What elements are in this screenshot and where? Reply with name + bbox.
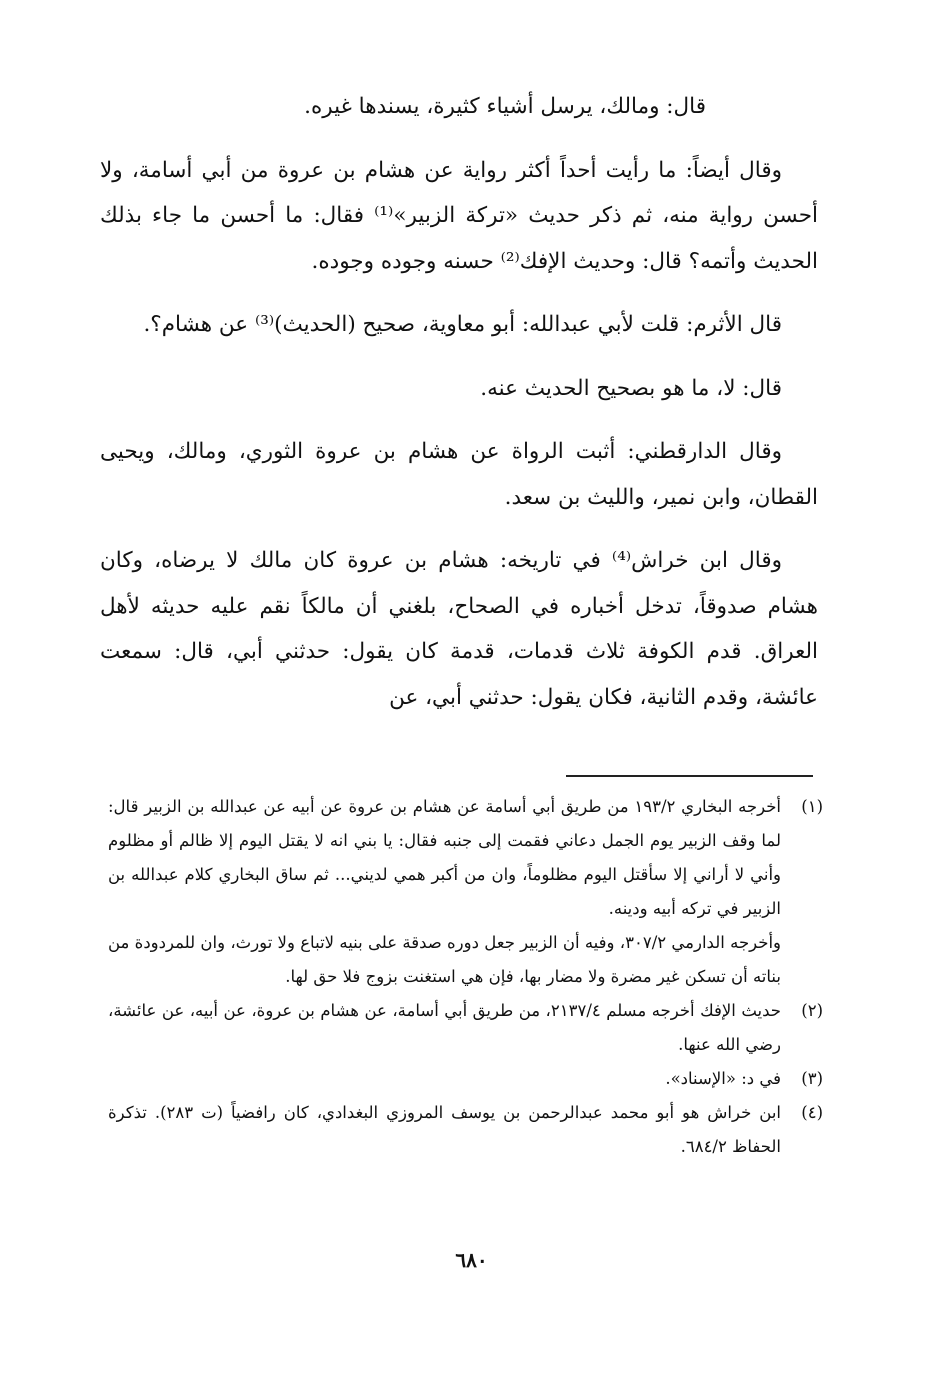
footnote-text: أخرجه البخاري ١٩٣/٢ من طريق أبي أسامة عن هشام بن عروة عن أبيه عن عبدالله بن الزبير قال: لما وقف الزبير يوم الجمل دعاني فقمت إلى جنبه فقال: يا بني انه لا يقتل اليوم إلا ظالم أو مظلوم وأني لا أراني إلا سأقتل اليوم مظلوماً، وان من أكبر همي لديني... ثم ساق البخاري كلام عبدالله بن الزبير في تركه أبيه ودينه. [108, 797, 782, 918]
footnote-text: حديث الإفك أخرجه مسلم ٢١٣٧/٤، من طريق أبي أسامة، عن هشام بن عروة، عن أبيه، عن عائشة، رضي الله عنها. [108, 1001, 782, 1054]
footnote-3 [108, 1062, 823, 1096]
footnote-number: (٤) [801, 1103, 823, 1122]
footnote-4 [108, 1096, 823, 1164]
footnote-text: في د: «الإسناد». [665, 1069, 781, 1088]
footnote-text: وأخرجه الدارمي ٣٠٧/٢، وفيه أن الزبير جعل دوره صدقة على بنيه لاتباع ولا تورث، وان للمردودة من بناته أن تسكن غير مضرة ولا مضار بها، فإن هي استغنت بزوج فلا حق لها. [108, 933, 781, 986]
footnote-number: (٢) [801, 1001, 823, 1020]
paragraph-daraqutni: وقال الدارقطني: أثبت الرواة عن هشام بن عروة الثوري، ومالك، ويحيى القطان، وابن نمير، والليث بن سعد. [100, 439, 818, 510]
footnote-text: ابن خراش هو أبو محمد عبدالرحمن بن يوسف المروزي البغدادي، كان رافضياً (ت ٢٨٣). تذكرة الحفاظ ٦٨٤/٢. [108, 1103, 781, 1156]
footnote-separator [566, 775, 813, 777]
paragraph-malik: قال: ومالك، يرسل أشياء كثيرة، يسندها غيره. [304, 94, 706, 119]
footnote-number: (٣) [801, 1069, 823, 1088]
footnote-1 [108, 790, 823, 994]
footnote-number: (١) [801, 797, 823, 816]
paragraph-answer: قال: لا، ما هو بصحيح الحديث عنه. [480, 375, 782, 401]
main-text [100, 84, 818, 738]
paragraph-abu-usama: وقال أيضاً: ما رأيت أحداً أكثر رواية عن هشام بن عروة من أبي أسامة، ولا أحسن رواية منه، ثم ذكر حديث «تركة الزبير»⁽¹⁾ فقال: ما أحسن ما جاء بذلك الحديث وأتمه؟ قال: وحديث الإفك⁽²⁾ حسنه وجوده وجوده. [100, 157, 818, 274]
page-number: ٦٨٠ [455, 1248, 488, 1272]
footnote-2 [108, 994, 823, 1062]
footnotes [108, 790, 823, 1164]
paragraph-ibn-khirash: وقال ابن خراش⁽⁴⁾ في تاريخه: هشام بن عروة كان مالك لا يرضاه، وكان هشام صدوقاً، تدخل أخباره في الصحاح، بلغني أن مالكاً نقم عليه حديثه لأهل العراق. قدم الكوفة ثلاث قدمات، قدمة كان يقول: حدثني أبي، قال: سمعت عائشة، وقدم الثانية، فكان يقول: حدثني أبي، عن [100, 548, 818, 710]
paragraph-athram: قال الأثرم: قلت لأبي عبدالله: أبو معاوية، صحيح (الحديث)⁽³⁾ عن هشام؟. [143, 312, 782, 337]
